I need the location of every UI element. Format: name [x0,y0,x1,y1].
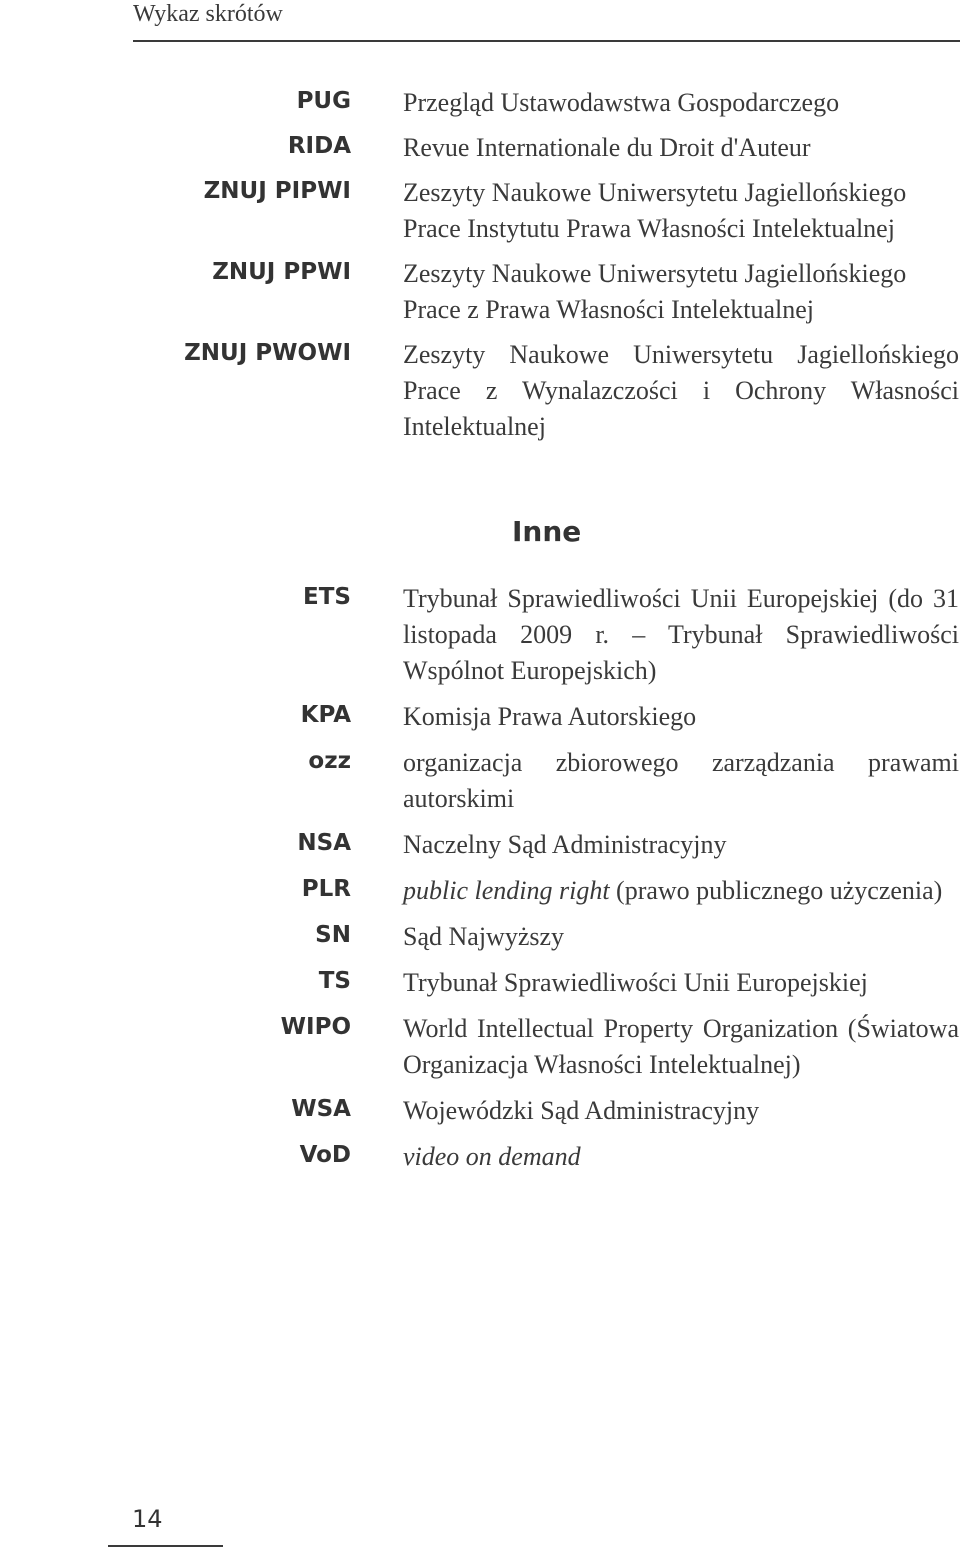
abbreviation-entry [0,1139,960,1175]
abbreviation-entry [0,256,960,328]
page-number: 14 [132,1505,163,1533]
abbreviation-definition [403,873,959,909]
section-heading-inne: Inne [512,515,582,548]
running-header-title: Wykaz skrótów [133,1,283,27]
abbreviation-definition: Trybunał Sprawiedliwości Unii Europejskiej (do 31 listopada 2009 r. – Trybunał Sprawiedliwości Wspólnot Europejskich) [403,584,959,685]
definition-gloss: (prawo publicznego użyczenia) [609,876,943,905]
definition-italic-term: public lending right [403,876,610,905]
abbreviation-definition: Zeszyty Naukowe Uniwersytetu Jagiellońskiego Prace Instytutu Prawa Własności Intelektualnej [403,178,907,243]
abbreviation-term: KPA [300,702,351,728]
abbreviation-term: PLR [301,876,351,902]
abbreviation-term: ETS [303,584,351,610]
abbreviation-term: ozz [308,748,351,774]
abbreviation-entry [0,919,960,955]
abbreviation-term: WSA [291,1096,351,1122]
abbreviation-definition: Naczelny Sąd Administracyjny [403,830,727,859]
abbreviation-entry [0,85,960,121]
definition-italic-term: video on demand [403,1142,581,1171]
abbreviation-definition: Trybunał Sprawiedliwości Unii Europejskiej [403,968,868,997]
abbreviation-term: ZNUJ PIPWI [203,178,351,204]
abbreviation-definition: Sąd Najwyższy [403,922,565,951]
abbreviation-definition [403,1139,959,1175]
abbreviation-term: WIPO [280,1014,351,1040]
abbreviation-definition: World Intellectual Property Organization (Światowa Organizacja Własności Intelektualnej) [403,1014,959,1079]
abbreviation-definition: Przegląd Ustawodawstwa Gospodarczego [403,88,840,117]
abbreviation-entry [0,337,960,445]
abbreviation-definition: organizacja zbiorowego zarządzania prawami autorskimi [403,748,959,813]
abbreviation-term: PUG [296,88,351,114]
abbreviation-definition: Wojewódzki Sąd Administracyjny [403,1096,760,1125]
abbreviation-entry [0,699,960,735]
abbreviation-entry [0,581,960,689]
journal-abbreviations-list [0,85,960,454]
abbreviation-entry [0,965,960,1001]
abbreviation-entry [0,1093,960,1129]
abbreviation-definition: Revue Internationale du Droit d'Auteur [403,133,811,162]
abbreviation-definition: Komisja Prawa Autorskiego [403,702,697,731]
abbreviation-definition: Zeszyty Naukowe Uniwersytetu Jagiellońskiego Prace z Wynalazczości i Ochrony Własności Intelektualnej [403,340,959,441]
abbreviation-term: ZNUJ PPWI [212,259,351,285]
abbreviation-term: ZNUJ PWOWI [184,340,351,366]
abbreviation-entry [0,130,960,166]
other-abbreviations-list [0,581,960,1185]
abbreviation-term: RIDA [287,133,351,159]
abbreviation-entry [0,1011,960,1083]
abbreviation-entry [0,873,960,909]
running-header [133,0,960,42]
abbreviation-term: TS [318,968,351,994]
abbreviation-term: SN [315,922,351,948]
abbreviation-entry [0,745,960,817]
abbreviation-term: NSA [297,830,351,856]
abbreviation-entry [0,827,960,863]
abbreviation-definition: Zeszyty Naukowe Uniwersytetu Jagiellońskiego Prace z Prawa Własności Intelektualnej [403,259,907,324]
page-footer [108,1505,223,1547]
abbreviation-entry [0,175,960,247]
abbreviation-term: VoD [299,1142,351,1168]
